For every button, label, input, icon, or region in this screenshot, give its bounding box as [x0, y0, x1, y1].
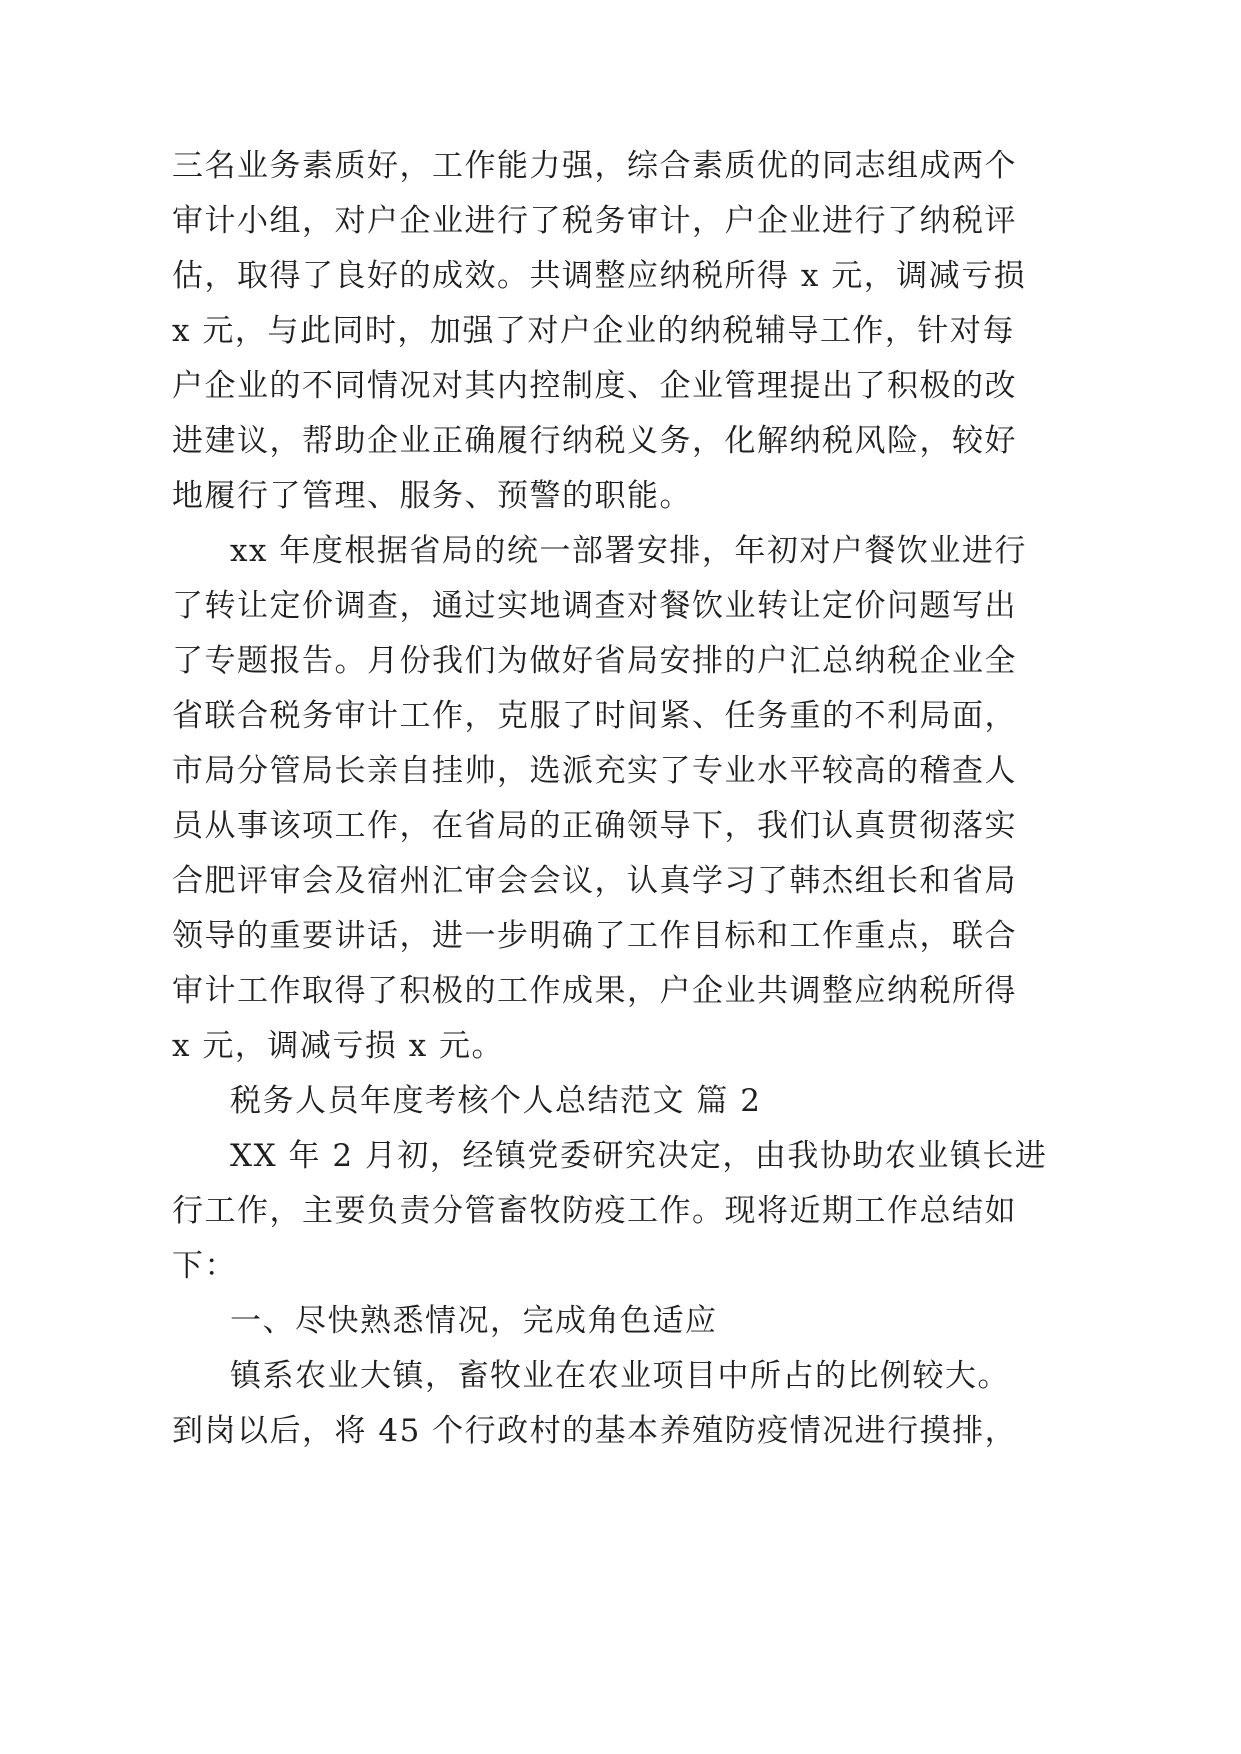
text-line: 员从事该项工作，在省局的正确领导下，我们认真贯彻落实: [172, 808, 1017, 844]
text-line: 领导的重要讲话，进一步明确了工作目标和工作重点，联合: [172, 918, 1017, 954]
text-line: 审计小组，对户企业进行了税务审计，户企业进行了纳税评: [172, 203, 1017, 239]
text-line: 地履行了管理、服务、预警的职能。: [172, 478, 692, 514]
text-line: 市局分管局长亲自挂帅，选派充实了专业水平较高的稽查人: [172, 753, 1017, 789]
text-line: 进建议，帮助企业正确履行纳税义务，化解纳税风险，较好: [172, 423, 1017, 459]
subsection-heading: 一、尽快熟悉情况，完成角色适应: [230, 1303, 718, 1339]
text-line: 了转让定价调查，通过实地调查对餐饮业转让定价问题写出: [172, 588, 1017, 624]
section-heading: 税务人员年度考核个人总结范文 篇 2: [230, 1083, 762, 1119]
text-line: 审计工作取得了积极的工作成果，户企业共调整应纳税所得: [172, 973, 1017, 1009]
text-line: 估，取得了良好的成效。共调整应纳税所得 x 元，调减亏损: [172, 258, 1027, 294]
text-line: x 元，调减亏损 x 元。: [172, 1028, 505, 1064]
text-line: 户企业的不同情况对其内控制度、企业管理提出了积极的改: [172, 368, 1017, 404]
text-line: 合肥评审会及宿州汇审会会议，认真学习了韩杰组长和省局: [172, 863, 1017, 899]
text-line: 三名业务素质好，工作能力强，综合素质优的同志组成两个: [172, 148, 1017, 184]
text-line: 省联合税务审计工作，克服了时间紧、任务重的不利局面，: [172, 698, 1017, 734]
text-line: x 元，与此同时，加强了对户企业的纳税辅导工作，针对每: [172, 313, 1015, 349]
text-line: 到岗以后，将 45 个行政村的基本养殖防疫情况进行摸排，: [172, 1413, 1018, 1449]
text-line: 行工作，主要负责分管畜牧防疫工作。现将近期工作总结如: [172, 1193, 1017, 1229]
text-line: 了专题报告。月份我们为做好省局安排的户汇总纳税企业全: [172, 643, 1017, 679]
text-line: xx 年度根据省局的统一部署安排，年初对户餐饮业进行: [230, 533, 1027, 569]
text-line: 镇系农业大镇，畜牧业在农业项目中所占的比例较大。: [230, 1358, 1010, 1394]
text-line: XX 年 2 月初，经镇党委研究决定，由我协助农业镇长进: [230, 1138, 1048, 1174]
text-line: 下：: [172, 1248, 237, 1284]
